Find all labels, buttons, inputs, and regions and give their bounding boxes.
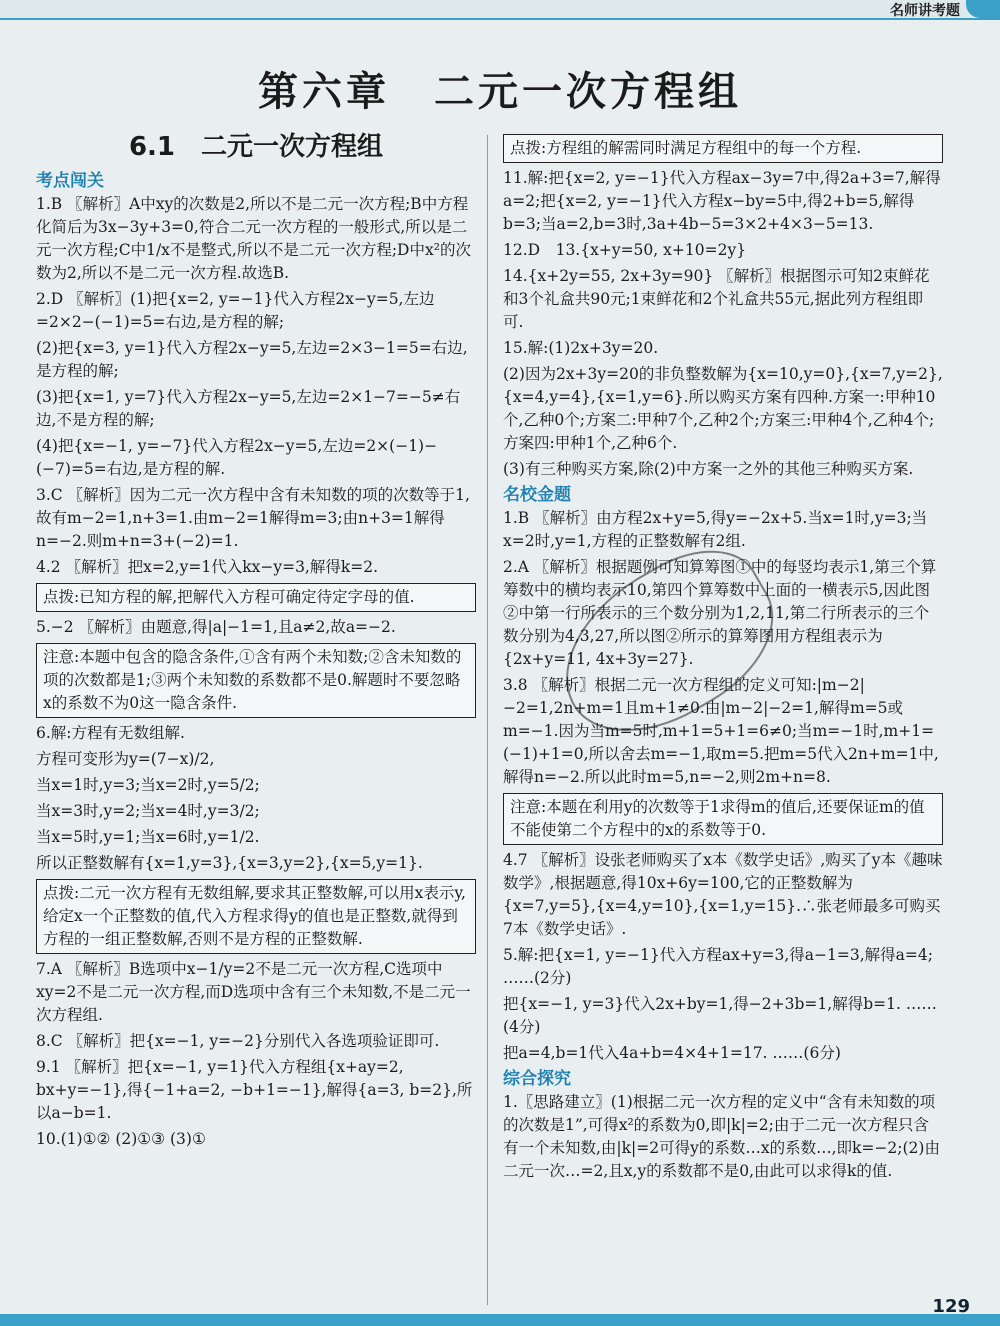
answer-item: 4.7 〖解析〗设张老师购买了x本《数学史话》,购买了y本《趣味数学》,根据题意,得10x+6y=100,它的正整数解为{x=7,y=5},{x=4,y=10},{x=1,y=15}.∴张老师最多可购买7本《数学史话》.: [503, 851, 943, 938]
answer-line: 当x=3时,y=2;当x=4时,y=3/2;: [36, 802, 260, 820]
answer-item: 把a=4,b=1代入4a+b=4×4+1=17. ……(6分): [503, 1044, 841, 1062]
tip-box: 点拨:方程组的解需同时满足方程组中的每一个方程.: [503, 134, 943, 163]
answer-item: (3)把{x=1, y=7}代入方程2x−y=5,左边=2×1−7=−5≠右边,不是方程的解;: [36, 388, 461, 429]
answer-item: 把{x=−1, y=3}代入2x+by=1,得−2+3b=1,解得b=1. ……(4分): [503, 995, 937, 1036]
section-title: 6.1 二元一次方程组: [128, 132, 384, 162]
answer-item: 3.C 〖解析〗因为二元一次方程中含有未知数的项的次数等于1,故有m−2=1,n+3=1.由m−2=1解得m=3;由n+3=1解得n=−2.则m+n=3+(−2)=1.: [36, 486, 470, 550]
answer-item: (4)把{x=−1, y=−7}代入方程2x−y=5,左边=2×(−1)−(−7)=5=右边,是方程的解.: [36, 437, 438, 478]
answer-line: 当x=1时,y=3;当x=2时,y=5/2;: [36, 776, 260, 794]
answer-item: 1.B 〖解析〗由方程2x+y=5,得y=−2x+5.当x=1时,y=3;当x=2时,y=1,方程的正整数解有2组.: [503, 509, 928, 550]
top-bar: [0, 0, 1000, 20]
answer-item: 5.解:把{x=1, y=−1}代入方程ax+y=3,得a−1=3,解得a=4; ……(2分): [503, 946, 933, 987]
subsection-kaodian: 考点闯关: [36, 171, 104, 191]
answer-line: 所以正整数解有{x=1,y=3},{x=3,y=2},{x=5,y=1}.: [36, 854, 423, 872]
right-column: [503, 130, 943, 1186]
answer-item: 1.〖思路建立〗(1)根据二元一次方程的定义中“含有未知数的项的次数是1”,可得x²的系数为0,即|k|=2;由于二元一次方程只含有一个未知数,由|k|=2可得y的系数…x的系数…,即k=−2;(2)由二元一次…=2,且x,y的系数都不是0,由此可以求得k的值.: [503, 1093, 940, 1180]
answer-item: (2)因为2x+3y=20的非负整数解为{x=10,y=0},{x=7,y=2},{x=4,y=4},{x=1,y=6}.所以购买方案有四种.方案一:甲种10个,乙种0个;方案二:甲种7个,乙种2个;方案三:甲种4个,乙种4个;方案四:甲种1个,乙种6个.: [503, 365, 943, 452]
answer-item: 10.(1)①② (2)①③ (3)①: [36, 1130, 206, 1148]
left-column: [36, 130, 476, 1154]
bottom-bar: [0, 1314, 1000, 1326]
answer-item: (3)有三种购买方案,除(2)中方案一之外的其他三种购买方案.: [503, 460, 914, 478]
answer-item: 2.A 〖解析〗根据题例可知算筹图①中的每竖均表示1,第三个算筹数中的横均表示10,第四个算筹数中上面的一横表示5,因此图②中第一行所表示的三个数分别为1,2,11,第二行所表示的三个数分别为4,3,27,所以图②所示的算筹图用方程组表示为{2x+y=11, 4x+3y=27}.: [503, 558, 937, 668]
answer-line: 6.解:方程有无数组解.: [36, 724, 185, 742]
answer-item: 1.B 〖解析〗A中xy的次数是2,所以不是二元一次方程;B中方程化简后为3x−3y+3=0,符合二元一次方程的一般形式,所以是二元一次方程;C中1/x不是整式,所以不是二元一次方程;D中x²的次数为2,所以不是二元一次方程.故选B.: [36, 195, 471, 282]
tip-box: 点拨:已知方程的解,把解代入方程可确定待定字母的值.: [36, 583, 476, 612]
column-divider: [487, 135, 488, 1305]
header-tag: 名师讲考题: [890, 3, 960, 19]
header-tab-decoration: [966, 0, 1000, 18]
answer-item: 14.{x+2y=55, 2x+3y=90} 〖解析〗根据图示可知2束鲜花和3个礼盒共90元;1束鲜花和2个礼盒共55元,据此列方程组即可.: [503, 267, 930, 331]
chapter-title: 第六章 二元一次方程组: [258, 69, 742, 115]
answer-item: 8.C 〖解析〗把{x=−1, y=−2}分别代入各选项验证即可.: [36, 1032, 440, 1050]
answer-item: 12.D 13.{x+y=50, x+10=2y}: [503, 241, 747, 259]
answer-item: (2)把{x=3, y=1}代入方程2x−y=5,左边=2×3−1=5=右边,是方程的解;: [36, 339, 468, 380]
answer-item: 4.2 〖解析〗把x=2,y=1代入kx−y=3,解得k=2.: [36, 558, 379, 576]
answer-item: 9.1 〖解析〗把{x=−1, y=1}代入方程组{x+ay=2, bx+y=−1},得{−1+a=2, −b+1=−1},解得{a=3, b=2},所以a−b=1.: [36, 1058, 473, 1122]
answer-item: 15.解:(1)2x+3y=20.: [503, 339, 659, 357]
answer-item: 7.A 〖解析〗B选项中x−1/y=2不是二元一次方程,C选项中xy=2不是二元一次方程,而D选项中含有三个未知数,不是二元一次方程组.: [36, 960, 471, 1024]
answer-line: 方程可变形为y=(7−x)/2,: [36, 750, 215, 768]
answer-item: 5.−2 〖解析〗由题意,得|a|−1=1,且a≠2,故a=−2.: [36, 618, 396, 636]
answer-item: 2.D 〖解析〗(1)把{x=2, y=−1}代入方程2x−y=5,左边=2×2−(−1)=5=右边,是方程的解;: [36, 290, 435, 331]
subsection-mingxiao: 名校金题: [503, 485, 571, 505]
answer-item: 3.8 〖解析〗根据二元一次方程组的定义可知:|m−2|−2=1,2n+m=1且m+1≠0.由|m−2|−2=1,解得m=5或m=−1.因为当m=5时,m+1=5+1=6≠0;当m=−1时,m+1=(−1)+1=0,所以舍去m=−1,取m=5.把m=5代入2n+m=1中,解得n=−2.所以此时m=5,n=−2,则2m+n=8.: [503, 676, 939, 786]
page-number: 129: [932, 1296, 970, 1317]
answer-line: 当x=5时,y=1;当x=6时,y=1/2.: [36, 828, 260, 846]
note-box: 注意:本题在利用y的次数等于1求得m的值后,还要保证m的值不能使第二个方程中的x的系数等于0.: [503, 793, 943, 845]
note-box: 注意:本题中包含的隐含条件,①含有两个未知数;②含未知数的项的次数都是1;③两个未知数的系数都不是0.解题时不要忽略x的系数不为0这一隐含条件.: [36, 643, 476, 718]
subsection-zonghe: 综合探究: [503, 1069, 571, 1089]
tip-box: 点拨:二元一次方程有无数组解,要求其正整数解,可以用x表示y,给定x一个正整数的值,代入方程求得y的值也是正整数,就得到方程的一组正整数解,否则不是方程的正整数解.: [36, 879, 476, 954]
answer-item: 11.解:把{x=2, y=−1}代入方程ax−3y=7中,得2a+3=7,解得a=2;把{x=2, y=−1}代入方程x−by=5中,得2+b=5,解得b=3;当a=2,b=3时,3a+4b−5=3×2+4×3−5=13.: [503, 169, 941, 233]
